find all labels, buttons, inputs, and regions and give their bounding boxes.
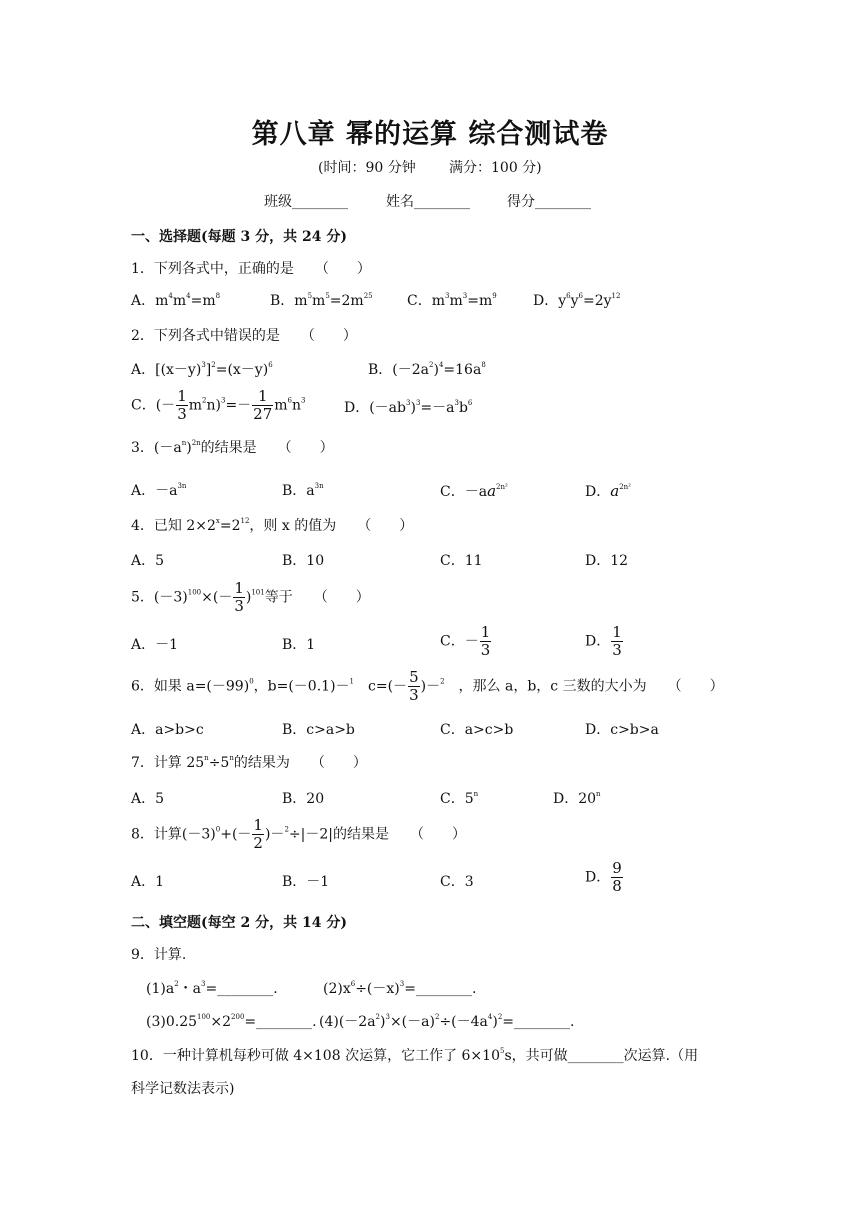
q1-stem: 1．下列各式中，正确的是 （ ） [131, 261, 371, 277]
q4-option-a: A．5 [131, 553, 165, 569]
q4-option-d: D．12 [585, 553, 629, 569]
q8-option-c: C．3 [440, 874, 474, 890]
grade-field: 得分________ [507, 194, 591, 210]
q8-option-b: B．－1 [282, 874, 330, 890]
q8-stem: 8．计算$(-3)^0+(-$ $\frac{1}{2}$ )－$^2$÷|－2|的结果是 （ ） [131, 816, 466, 852]
q7-option-b: B．20 [282, 791, 325, 807]
q4-option-b: B．10 [282, 553, 325, 569]
q6-option-c: C．a>c>b [440, 722, 514, 738]
q4-option-c: C．11 [440, 553, 483, 569]
q5-stem: 5．$(-3)^{100}\times(-$ $\frac{1}{3}$ )$^{101}$等于 （ ） [131, 579, 370, 615]
time-limit: (时间：90 分钟 [318, 160, 416, 176]
q9-part-4: $(4)(-2a^2)^3\times(-a)^2\div(-4a^4)^2=\_\_\_\_\_\_\_\_$. [319, 1013, 575, 1030]
section-fill-title: 二、填空题(每空 2 分，共 14 分) [131, 915, 347, 931]
page-title: 第八章 幂的运算 综合测试卷 [251, 119, 609, 150]
name-field: 姓名________ [386, 194, 470, 210]
q1-option-a: A．$m^4m^4=m^8$ [131, 292, 221, 309]
q5-option-d: D． $\frac{1}{3}$ [585, 623, 622, 659]
q1-option-d: D．$y^6y^6=2y^{12}$ [533, 292, 621, 309]
q5-option-b: B．1 [282, 637, 316, 653]
fraction-one-third: $\frac{1}{3}$ [480, 623, 491, 659]
q1-option-b: B．$m^5m^5=2m^{25}$ [270, 292, 373, 309]
fraction-one-third: $\frac{1}{3}$ [234, 579, 244, 615]
q6-option-d: D．c>b>a [585, 722, 659, 738]
q9-part-2: $(2)x^6\div(-x)^3=\_\_\_\_\_\_\_\_$. [323, 980, 477, 997]
q7-option-c: C．5$^n$ [440, 790, 479, 807]
section-choice-title: 一、选择题(每题 3 分，共 24 分) [131, 229, 347, 245]
q2-option-c: C．(－ $\frac{1}{3}$ $m^2n)^3=-$ $\frac{1}{27}$ $m^6n^3$ [131, 387, 306, 423]
q3-option-a: A．$-a^{3n}$ [131, 482, 187, 499]
full-score: 满分：100 分) [449, 160, 542, 176]
fraction-one-half: $\frac{1}{2}$ [253, 816, 263, 852]
q7-option-a: A．5 [131, 791, 165, 807]
q3-option-d: D．$a^{2n^2}$ [585, 482, 631, 500]
q2-option-d: D．$(-ab^3)^3=-a^3b^6$ [344, 399, 473, 416]
q5-option-c: C．－ $\frac{1}{3}$ [440, 623, 491, 659]
q10-stem-line1: 10．一种计算机每秒可做 4×108 次运算，它工作了 $6\times 10^5s$，共可做________次运算.（用 [131, 1047, 699, 1064]
q2-option-b: B．$(-2a^2)^4=16a^8$ [368, 361, 486, 378]
q1-option-c: C．$m^3m^3=m^9$ [407, 292, 497, 309]
q10-stem-line2: 科学记数法表示) [131, 1081, 235, 1097]
q2-option-a: A．$[(x-y)^3]^2=(x-y)^6$ [131, 361, 273, 378]
q7-option-d: D．20$^n$ [553, 790, 601, 807]
q3-option-b: B．$a^{3n}$ [282, 482, 324, 499]
q3-stem: 3．$(-a^n)^{2n}$的结果是 （ ） [131, 439, 334, 456]
q6-stem: 6．如果 $a=(-99)^0$，b=(－0.1)－$^1$ c=(－ $\frac{5}{3}$ )－$^2$ ，那么 a，b，c 三数的大小为 （ ） [131, 668, 724, 704]
q7-stem: 7．计算 $25^n\div 5^n$的结果为 （ ） [131, 754, 367, 771]
q9-part-3: $(3)0.25^{100}\times 2^{200}=\_\_\_\_\_\_\_\_$. [146, 1013, 317, 1030]
fraction-one-third: $\frac{1}{3}$ [177, 387, 187, 423]
fraction-one-third: $\frac{1}{3}$ [612, 623, 622, 659]
q4-stem: 4．已知 $2\times 2^x=2^{12}$，则 x 的值为 （ ） [131, 517, 414, 534]
q9-part-1: $(1)a^2$・$a^3=\_\_\_\_\_\_\_\_$. [146, 980, 278, 997]
q5-option-a: A．－1 [131, 637, 179, 653]
class-field: 班级________ [264, 194, 348, 210]
q3-option-c: C．$-aa^{2n^2}$ [440, 482, 508, 500]
q6-option-b: B．c>a>b [282, 722, 355, 738]
fraction-one-twenty-seventh: $\frac{1}{27}$ [253, 387, 273, 423]
q8-option-d: D． $\frac{9}{8}$ [585, 859, 622, 895]
q8-option-a: A．1 [131, 874, 165, 890]
q2-stem: 2．下列各式中错误的是 （ ） [131, 328, 357, 344]
fraction-five-thirds: $\frac{5}{3}$ [409, 668, 419, 704]
fraction-nine-eighths: $\frac{9}{8}$ [612, 859, 622, 895]
q9-stem: 9．计算. [131, 947, 187, 963]
q6-option-a: A．a>b>c [131, 722, 204, 738]
